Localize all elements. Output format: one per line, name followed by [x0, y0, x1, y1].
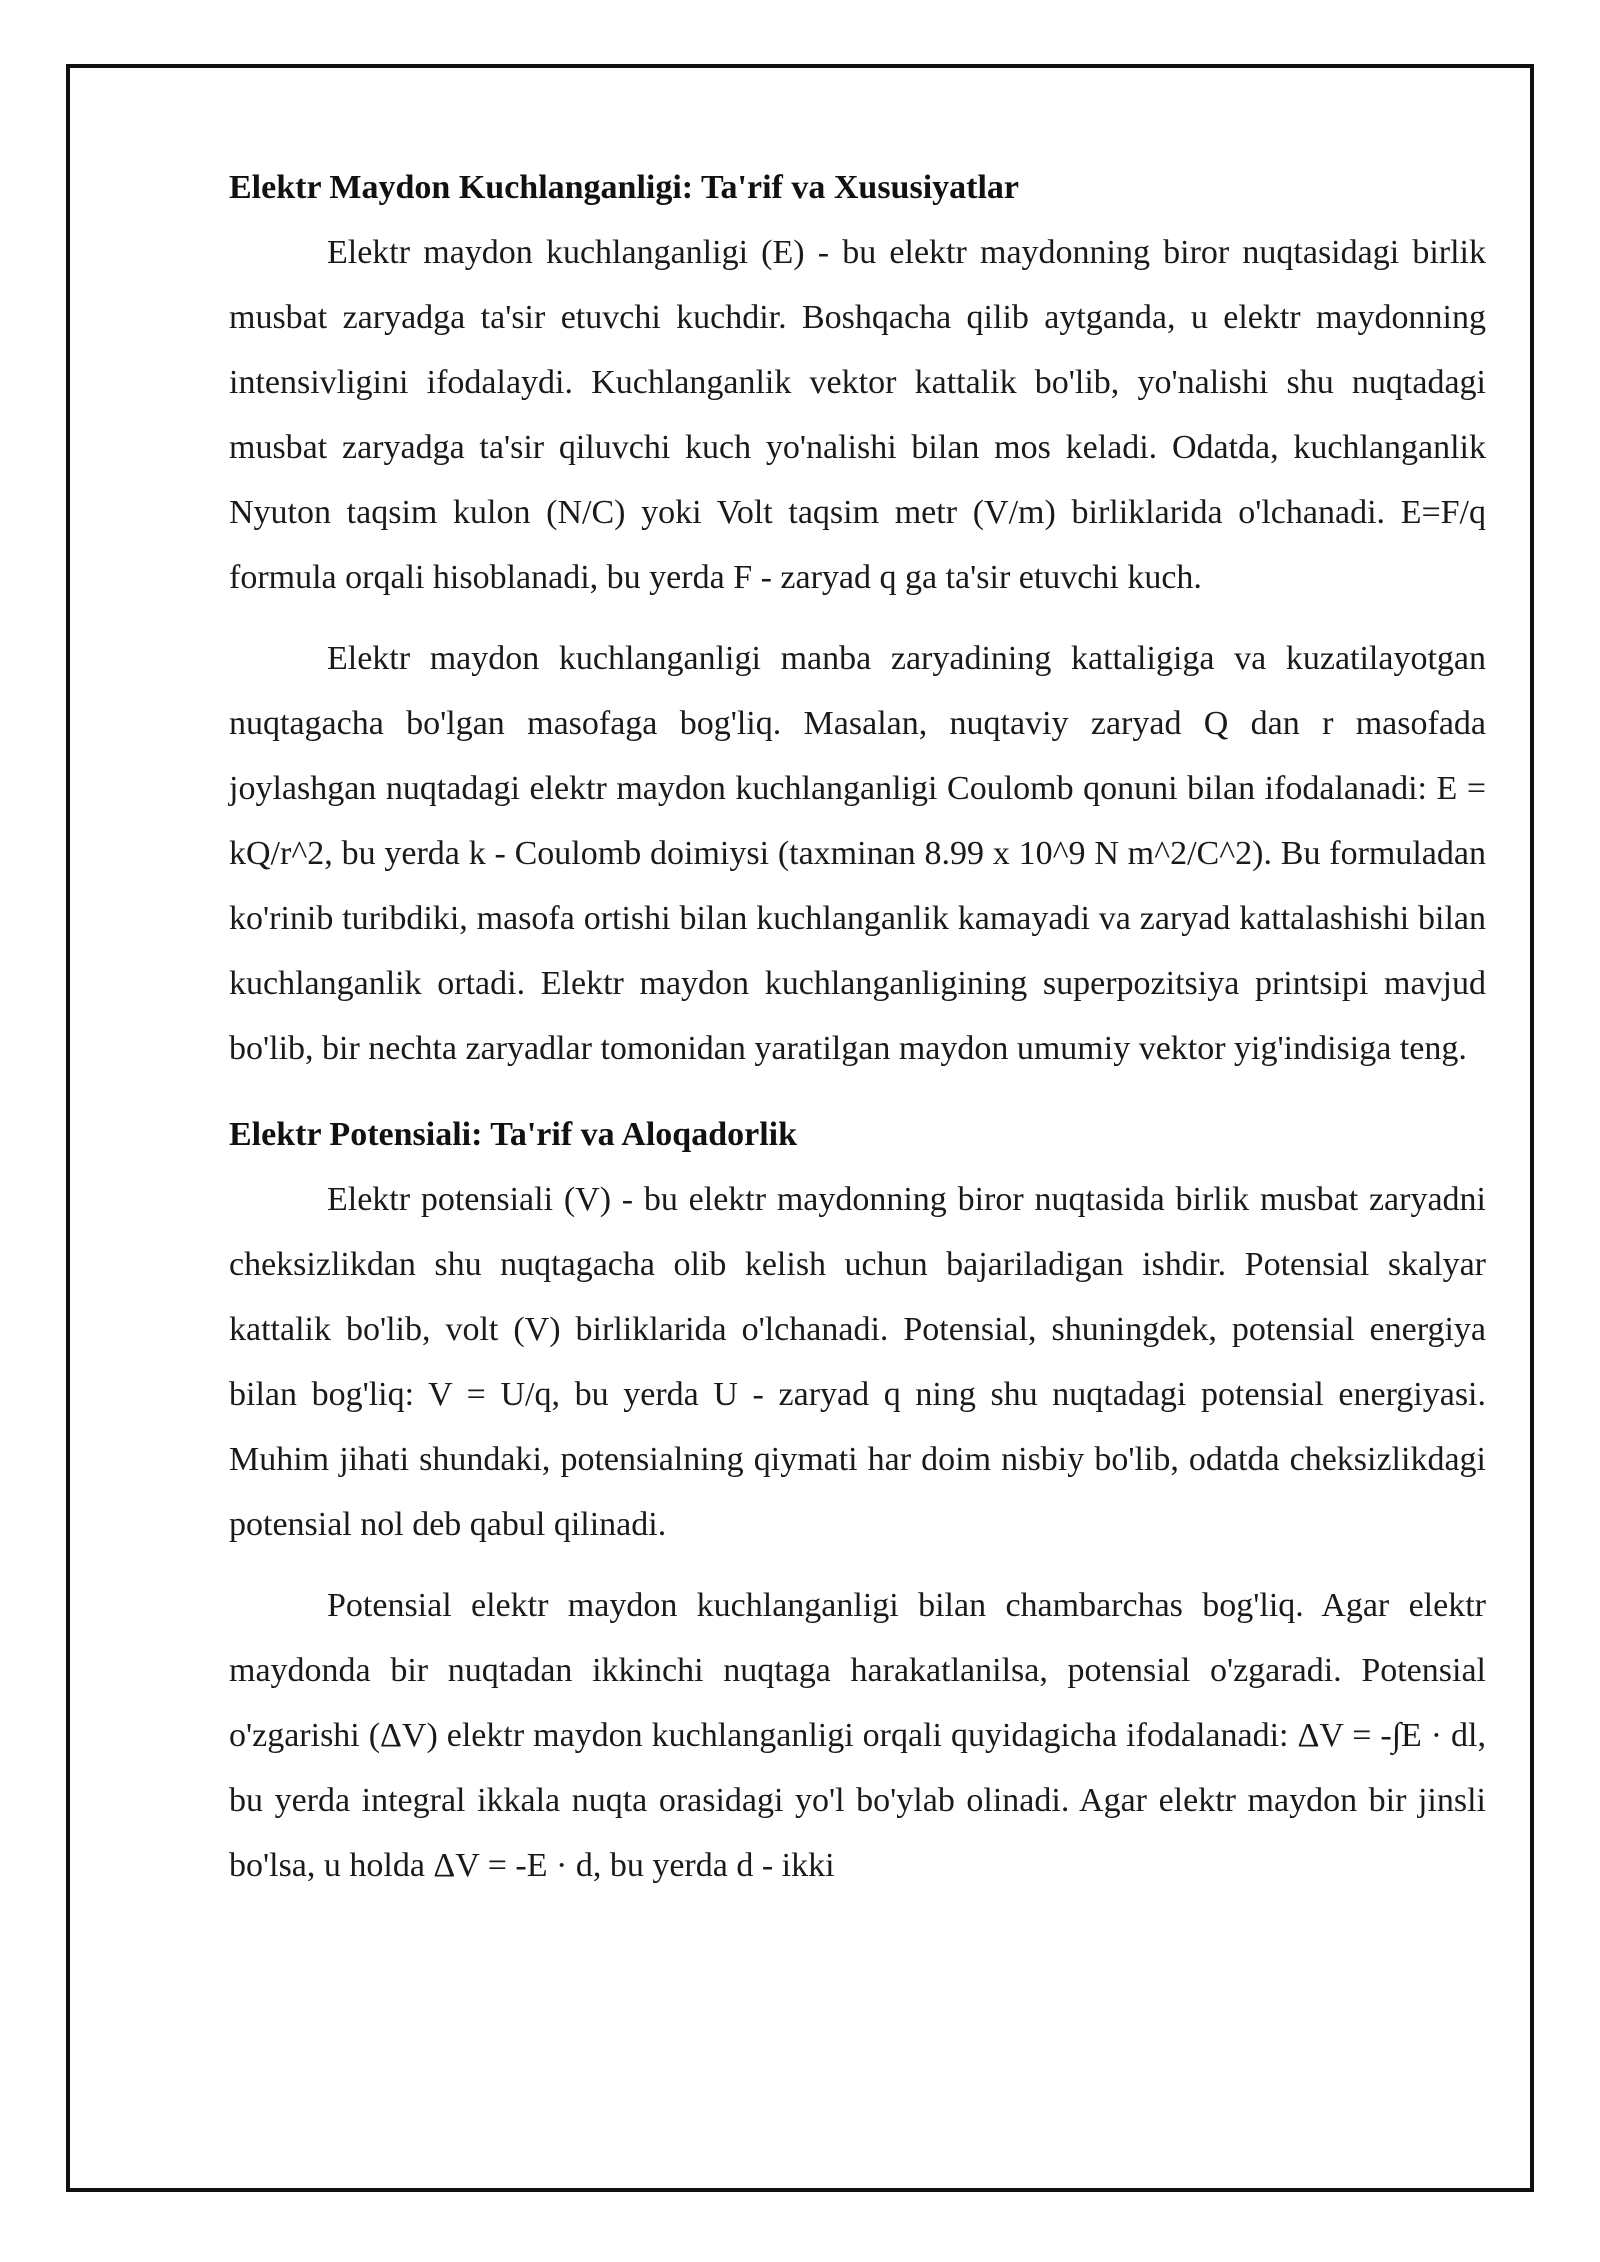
document-body	[229, 168, 1486, 1898]
section-heading-potential: Elektr Potensiali: Ta'rif va Aloqadorlik	[229, 1116, 797, 1153]
section-heading-field-strength: Elektr Maydon Kuchlanganligi: Ta'rif va Xususiyatlar	[229, 169, 1020, 206]
paragraph-field-strength-definition: Elektr maydon kuchlanganligi (E) - bu elektr maydonning biror nuqtasidagi birlik musbat zaryadga ta'sir etuvchi kuchdir. Boshqacha qilib aytganda, u elektr maydonning intensivligini ifodalaydi. Kuchlanganlik vektor kattalik bo'lib, yo'nalishi shu nuqtadagi musbat zaryadga ta'sir qiluvchi kuch yo'nalishi bilan mos keladi. Odatda, kuchlanganlik Nyuton taqsim kulon (N/C) yoki Volt taqsim metr (V/m) birliklarida o'lchanadi. E=F/q formula orqali hisoblanadi, bu yerda F - zaryad q ga ta'sir etuvchi kuch.	[229, 234, 1486, 596]
paragraph-field-strength-dependence: Elektr maydon kuchlanganligi manba zaryadining kattaligiga va kuzatilayotgan nuqtagacha bo'lgan masofaga bog'liq. Masalan, nuqtaviy zaryad Q dan r masofada joylashgan nuqtadagi elektr maydon kuchlanganligi Coulomb qonuni bilan ifodalanadi: E = kQ/r^2, bu yerda k - Coulomb doimiysi (taxminan 8.99 x 10^9 N m^2/C^2). Bu formuladan ko'rinib turibdiki, masofa ortishi bilan kuchlanganlik kamayadi va zaryad kattalashishi bilan kuchlanganlik ortadi. Elektr maydon kuchlanganligining superpozitsiya printsipi mavjud bo'lib, bir nechta zaryadlar tomonidan yaratilgan maydon umumiy vektor yig'indisiga teng.	[229, 640, 1486, 1067]
paragraph-potential-definition: Elektr potensiali (V) - bu elektr maydonning biror nuqtasida birlik musbat zaryadni cheksizlikdan shu nuqtagacha olib kelish uchun bajariladigan ishdir. Potensial skalyar kattalik bo'lib, volt (V) birliklarida o'lchanadi. Potensial, shuningdek, potensial energiya bilan bog'liq: V = U/q, bu yerda U - zaryad q ning shu nuqtadagi potensial energiyasi. Muhim jihati shundaki, potensialning qiymati har doim nisbiy bo'lib, odatda cheksizlikdagi potensial nol deb qabul qilinadi.	[229, 1181, 1486, 1543]
paragraph-potential-relation: Potensial elektr maydon kuchlanganligi bilan chambarchas bog'liq. Agar elektr maydonda bir nuqtadan ikkinchi nuqtaga harakatlanilsa, potensial o'zgaradi. Potensial o'zgarishi (ΔV) elektr maydon kuchlanganligi orqali quyidagicha ifodalanadi: ΔV = -∫E · dl, bu yerda integral ikkala nuqta orasidagi yo'l bo'ylab olinadi. Agar elektr maydon bir jinsli bo'lsa, u holda ΔV = -E · d, bu yerda d - ikki	[229, 1587, 1486, 1884]
